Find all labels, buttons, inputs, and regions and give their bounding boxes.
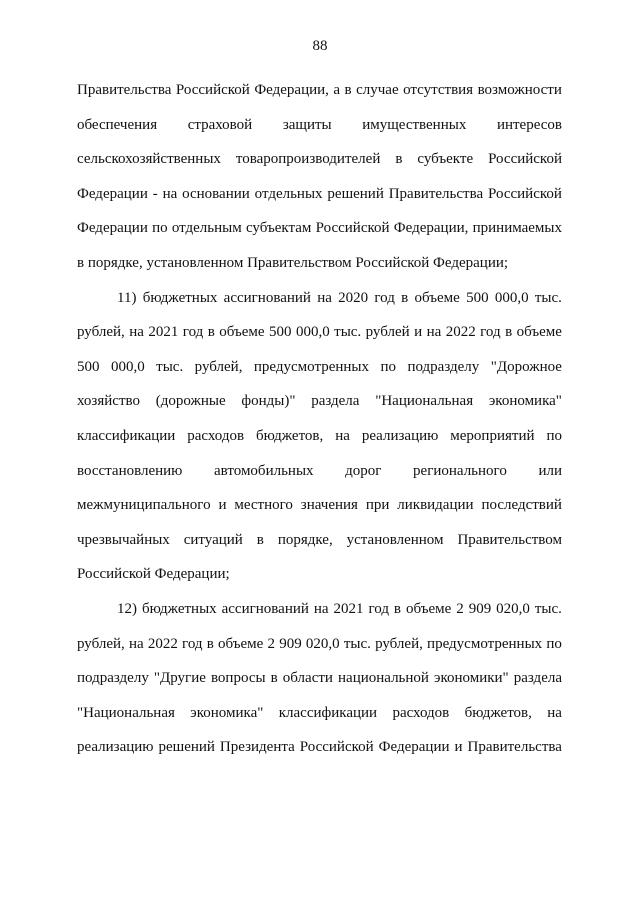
word: национальной	[338, 670, 429, 687]
word: защиты	[282, 116, 332, 133]
word: экономика"	[488, 393, 562, 410]
word: 2022	[147, 635, 178, 652]
word: или	[538, 462, 562, 479]
word: сельскохозяйственных	[77, 151, 221, 168]
word: последствий	[481, 497, 562, 514]
word: фонды)"	[241, 393, 296, 410]
word: рублей,	[77, 324, 125, 341]
text-line	[77, 488, 562, 523]
word: имущественных	[362, 116, 467, 133]
word: в	[206, 635, 214, 652]
word: по	[152, 220, 168, 237]
word: порядке,	[277, 531, 333, 548]
word: предусмотренных	[427, 635, 543, 652]
text-line: Российской Федерации;	[77, 566, 230, 583]
word: Федерации	[77, 185, 148, 202]
word: раздела	[311, 393, 360, 410]
word: 11)	[117, 289, 137, 306]
word: раздела	[513, 670, 562, 687]
text-line	[77, 592, 562, 627]
word: Российской	[299, 739, 374, 756]
word: на	[128, 635, 144, 652]
word: хозяйство	[77, 393, 140, 410]
word: предусмотренных	[253, 358, 370, 375]
word: решений	[327, 185, 384, 202]
word: 000,0	[110, 358, 145, 375]
word: 500	[269, 324, 292, 341]
word: подразделу	[77, 670, 149, 687]
word: Российской	[315, 220, 390, 237]
word: объеме	[414, 289, 460, 306]
word: при	[365, 497, 390, 514]
word: восстановлению	[77, 462, 183, 479]
text-line	[77, 454, 562, 489]
word: по	[380, 358, 396, 375]
text-line	[77, 730, 562, 765]
word: ассигнований	[221, 600, 309, 617]
word: "Национальная	[375, 393, 474, 410]
word: основании	[182, 185, 250, 202]
word: экономики"	[434, 670, 509, 687]
word: бюджетных	[141, 600, 217, 617]
word: установленном	[346, 531, 444, 548]
word: в	[395, 151, 403, 168]
word: Президента	[219, 739, 295, 756]
word: рублей,	[375, 635, 423, 652]
text-line	[77, 523, 562, 558]
word: "Другие	[153, 670, 206, 687]
text-line	[77, 350, 562, 385]
word: 2	[267, 635, 276, 652]
word: местного	[234, 497, 293, 514]
word: Правительства	[77, 82, 172, 98]
word: 020,0	[305, 635, 340, 652]
word: значения	[300, 497, 358, 514]
word: на	[426, 324, 442, 341]
word: возможности	[477, 82, 562, 98]
word: в	[393, 600, 401, 617]
word: ликвидации	[397, 497, 474, 514]
text-line	[77, 384, 562, 419]
text-line	[77, 177, 562, 212]
word: год	[480, 324, 501, 341]
word: в	[256, 531, 264, 548]
word: мероприятий	[450, 427, 535, 444]
word: расходов	[187, 427, 245, 444]
word: объеме	[405, 600, 452, 617]
word: классификации	[278, 704, 378, 721]
word: "Дорожное	[490, 358, 562, 375]
word: Российской	[175, 82, 250, 98]
word: Федерации,	[254, 82, 329, 98]
text-line: в порядке, установленном Правительством Российской Федерации;	[77, 254, 509, 271]
word: год	[374, 289, 395, 306]
word: рублей,	[77, 635, 125, 652]
word: на	[129, 324, 144, 341]
word: тыс.	[534, 600, 562, 617]
page-number: 88	[312, 38, 328, 54]
text-line	[77, 627, 562, 662]
word: бюджетов,	[256, 427, 324, 444]
word: а	[333, 82, 341, 98]
word: и	[218, 497, 227, 514]
word: рублей	[365, 324, 410, 341]
word: 2021	[333, 600, 364, 617]
word: тыс.	[156, 358, 184, 375]
word: объеме	[219, 324, 265, 341]
word: Российской	[487, 185, 562, 202]
word: субъекте	[417, 151, 474, 168]
word: товаропроизводителей	[235, 151, 381, 168]
word: Правительством	[457, 531, 562, 548]
word: год	[182, 324, 204, 341]
word: 500	[466, 289, 489, 306]
text-line	[77, 419, 562, 454]
word: 2021	[148, 324, 179, 341]
word: принимаемых	[472, 220, 562, 237]
word: тыс.	[534, 289, 562, 306]
word: чрезвычайных	[77, 531, 170, 548]
word: реализацию	[77, 739, 154, 756]
word: Российской	[488, 151, 562, 168]
word: Правительства	[388, 185, 484, 202]
word: межмуниципального	[77, 497, 211, 514]
word: год	[368, 600, 389, 617]
word: ассигнований	[223, 289, 311, 306]
word: 909	[279, 635, 302, 652]
text-line	[77, 142, 562, 177]
word: на	[317, 289, 332, 306]
text-line	[77, 315, 562, 350]
word: в	[344, 82, 352, 98]
word: объеме	[516, 324, 562, 341]
text-line	[77, 281, 562, 316]
word: области	[282, 670, 333, 687]
word: год	[182, 635, 203, 652]
word: на	[162, 185, 178, 202]
word: и	[414, 324, 423, 341]
word: 2	[456, 600, 464, 617]
text-line	[77, 696, 562, 731]
word: 500	[77, 358, 100, 375]
word: случае	[356, 82, 399, 98]
word: (дорожные	[155, 393, 226, 410]
word: страховой	[187, 116, 253, 133]
word: автомобильных	[214, 462, 314, 479]
word: в	[505, 324, 513, 341]
word: 2022	[445, 324, 476, 341]
word: бюджетов,	[464, 704, 532, 721]
word: по	[546, 635, 562, 652]
word: вопросы	[210, 670, 266, 687]
word: интересов	[496, 116, 562, 133]
word: 2020	[338, 289, 369, 306]
document-body	[77, 73, 562, 765]
word: 000,0	[295, 324, 330, 341]
word: "Национальная	[77, 704, 175, 721]
word: регионального	[413, 462, 507, 479]
word: дорог	[345, 462, 382, 479]
word: в	[207, 324, 215, 341]
word: расходов	[392, 704, 450, 721]
word: обеспечения	[77, 116, 158, 133]
text-line	[77, 73, 562, 108]
word: решений	[158, 739, 215, 756]
word: тыс.	[343, 635, 371, 652]
text-line	[77, 108, 562, 143]
word: рублей,	[194, 358, 243, 375]
word: 020,0	[496, 600, 530, 617]
text-line	[77, 661, 562, 696]
word: и	[454, 739, 463, 756]
text-line	[77, 211, 562, 246]
word: на	[335, 427, 350, 444]
word: тыс.	[334, 324, 362, 341]
word: отдельных	[254, 185, 323, 202]
word: 909	[468, 600, 492, 617]
word: экономика"	[190, 704, 264, 721]
word: по	[546, 427, 562, 444]
word: на	[313, 600, 329, 617]
word: -	[152, 185, 158, 202]
word: в	[401, 289, 409, 306]
word: Правительства	[467, 739, 562, 756]
word: отсутствия	[403, 82, 474, 98]
word: ситуаций	[183, 531, 243, 548]
word: субъектам	[245, 220, 312, 237]
word: в	[270, 670, 278, 687]
word: классификации	[77, 427, 176, 444]
word: бюджетных	[142, 289, 218, 306]
word: объеме	[218, 635, 264, 652]
word: 000,0	[494, 289, 529, 306]
word: реализацию	[361, 427, 439, 444]
word: на	[547, 704, 562, 721]
word: 12)	[117, 600, 137, 617]
word: Федерации	[77, 220, 148, 237]
word: Федерации	[378, 739, 450, 756]
word: Федерации,	[393, 220, 469, 237]
word: отдельным	[171, 220, 242, 237]
word: подразделу	[407, 358, 480, 375]
